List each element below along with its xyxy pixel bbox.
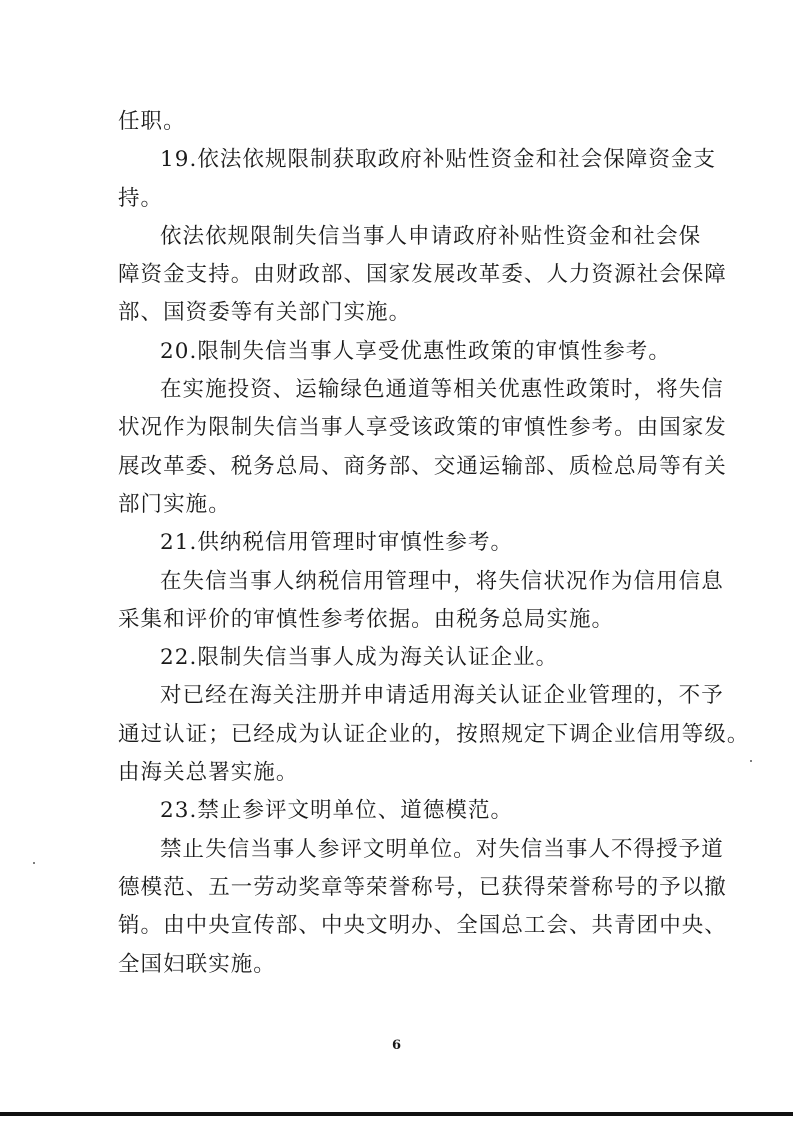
- text-line: 持。: [118, 185, 164, 211]
- text-line: 禁止失信当事人参评文明单位。对失信当事人不得授予道: [160, 836, 724, 862]
- scan-bottom-edge: [0, 1112, 793, 1116]
- text-line: 任职。: [118, 109, 186, 134]
- text-line: 在实施投资、运输绿色通道等相关优惠性政策时，将失信: [160, 377, 724, 403]
- text-line: 障资金支持。由财政部、国家发展改革委、人力资源社会保障: [118, 262, 727, 288]
- text-line: 展改革委、税务总局、商务部、交通运输部、质检总局等有关: [118, 453, 727, 479]
- text-line: 22.限制失信当事人成为海关认证企业。: [160, 645, 559, 671]
- text-line: 全国妇联实施。: [118, 951, 276, 977]
- text-line: 依法依规限制失信当事人申请政府补贴性资金和社会保: [160, 223, 702, 249]
- text-line: 在失信当事人纳税信用管理中，将失信状况作为信用信息: [160, 568, 724, 594]
- page-number: 6: [391, 1038, 402, 1053]
- text-line: 采集和评价的审慎性参考依据。由税务总局实施。: [118, 606, 615, 632]
- text-line: 德模范、五一劳动奖章等荣誉称号，已获得荣誉称号的予以撤: [118, 874, 727, 900]
- text-line: 对已经在海关注册并申请适用海关认证企业管理的，不予: [160, 683, 724, 709]
- body-text: [118, 103, 750, 984]
- text-line: 19.依法依规限制获取政府补贴性资金和社会保障资金支: [160, 147, 716, 173]
- text-line: 部门实施。: [118, 491, 231, 517]
- text-line: 部、国资委等有关部门实施。: [118, 300, 412, 326]
- text-line: 21.供纳税信用管理时审慎性参考。: [160, 530, 514, 556]
- text-line: 23.禁止参评文明单位、道德模范。: [160, 798, 514, 824]
- text-line: 20.限制失信当事人享受优惠性政策的审慎性参考。: [160, 338, 671, 364]
- scan-speck: [750, 760, 752, 762]
- scan-speck: [33, 862, 35, 864]
- text-line: 通过认证；已经成为认证企业的，按照规定下调企业信用等级。: [118, 721, 750, 747]
- text-line: 由海关总署实施。: [118, 760, 299, 786]
- text-line: 状况作为限制失信当事人享受该政策的审慎性参考。由国家发: [118, 415, 727, 441]
- text-line: 销。由中央宣传部、中央文明办、全国总工会、共青团中央、: [118, 913, 727, 939]
